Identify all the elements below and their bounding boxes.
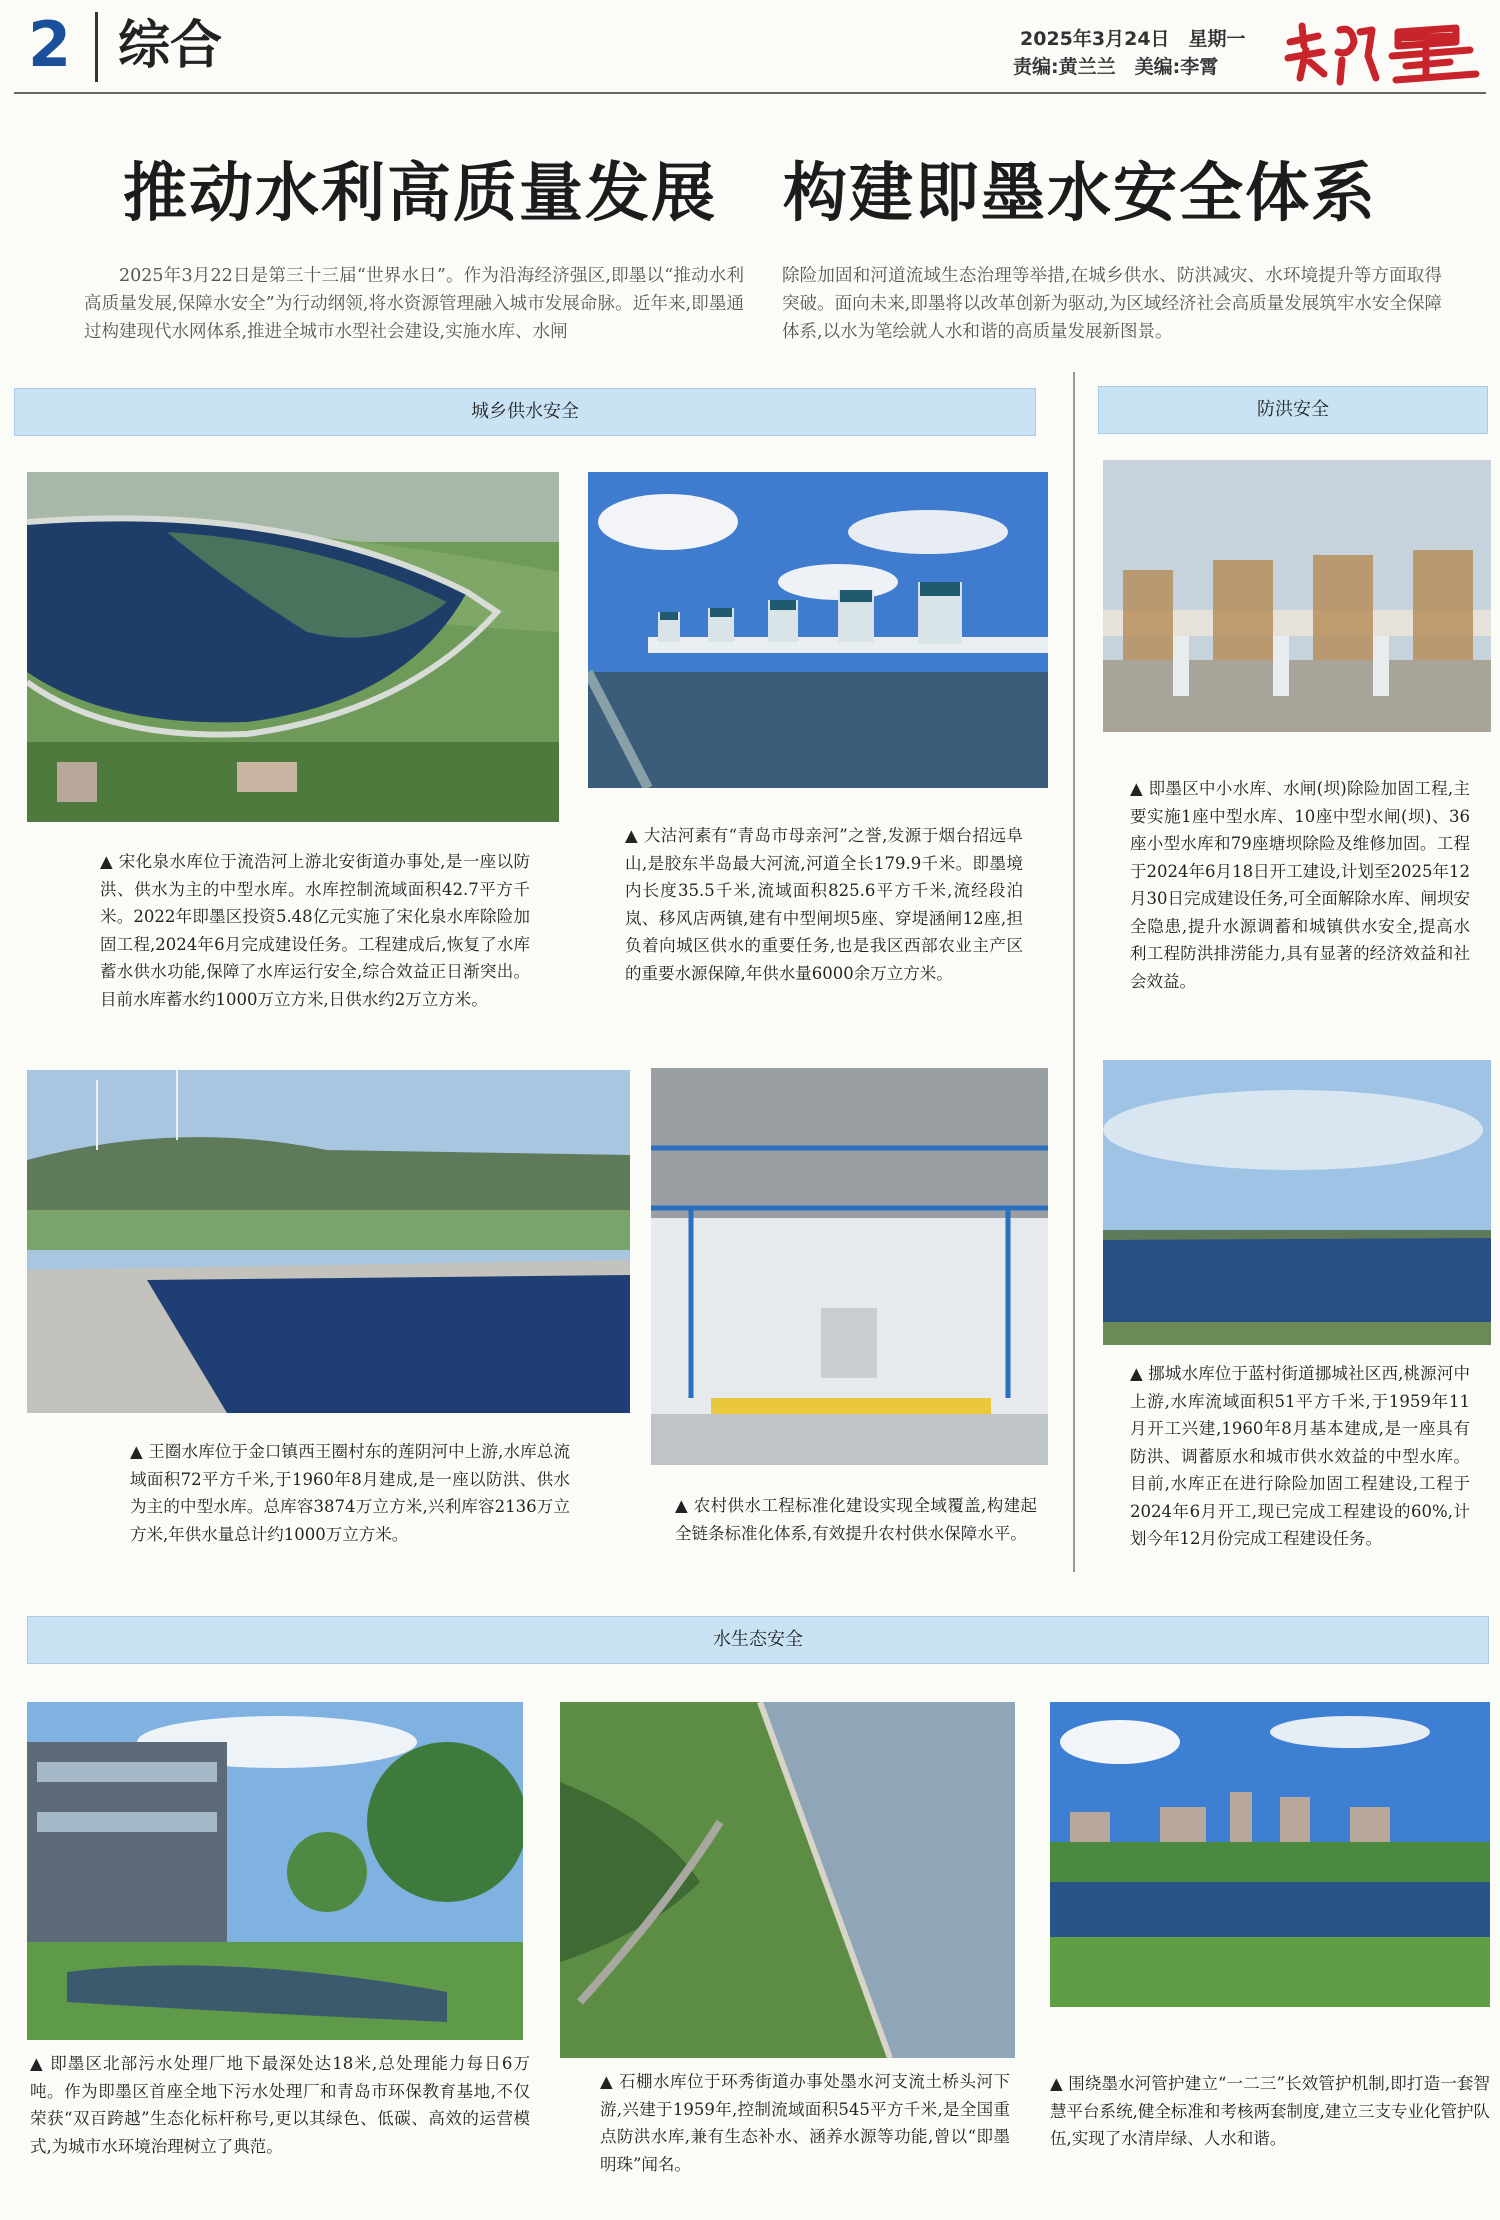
section-title: 综合: [118, 16, 223, 76]
column-rule: [1073, 372, 1075, 1572]
header-divider: [95, 12, 98, 82]
photo-sewage-plant: [27, 1702, 523, 2040]
caption-dagu-river: ▲ 大沽河素有“青岛市母亲河”之誉,发源于烟台招远阜山,是胶东半岛最大河流,河道全长179.9千米。即墨境内长度35.5千米,流域面积825.6平方千米,流经段泊岚、移风店两镇,建有中型闸坝5座、穿堤涵闸12座,担负着向城区供水的重要任务,也是我区西部农业主产区的重要水源保障,年供水量6000余万立方米。: [625, 826, 1023, 983]
caption-rural-supply: ▲ 农村供水工程标准化建设实现全域覆盖,构建起全链条标准化体系,有效提升农村供水保障水平。: [675, 1496, 1037, 1543]
photo-rural-water-station: [651, 1068, 1048, 1465]
lead-paragraph-right: 除险加固和河道流域生态治理等举措,在城乡供水、防洪减灾、水环境提升等方面取得突破。面向未来,即墨将以改革创新为驱动,为区域经济社会高质量发展筑牢水安全保障体系,以水为笔绘就人水和谐的高质量发展新图景。: [782, 266, 1442, 342]
page-number: 2: [28, 8, 72, 81]
editors-credit: 责编:黄兰兰 美编:李霄: [1013, 56, 1219, 78]
caption-shipeng: ▲ 石棚水库位于环秀街道办事处墨水河支流土桥头河下游,兴建于1959年,控制流域面积545平方千米,是全国重点防洪水库,兼有生态补水、涵养水源等功能,曾以“即墨明珠”闻名。: [600, 2072, 1010, 2174]
photo-sluice-construction: [1103, 460, 1491, 732]
photo-nuocheng-reservoir: [1103, 1060, 1491, 1345]
caption-songhuaquan: ▲ 宋化泉水库位于流浩河上游北安街道办事处,是一座以防洪、供水为主的中型水库。水库控制流域面积42.7平方千米。2022年即墨区投资5.48亿元实施了宋化泉水库除险加固工程,2024年6月完成建设任务。工程建成后,恢复了水库蓄水供水功能,保障了水库运行安全,综合效益正日渐突出。目前水库蓄水约1000万立方米,日供水约2万立方米。: [100, 852, 530, 1009]
newspaper-logo: [1280, 12, 1490, 88]
caption-nuocheng: ▲ 挪城水库位于蓝村街道挪城社区西,桃源河中上游,水库流域面积51平方千米,于1959年11月开工兴建,1960年8月基本建成,是一座具有防洪、调蓄原水和城市供水效益的中型水库。目前,水库正在进行除险加固工程建设,工程于2024年6月开工,现已完成工程建设的60%,计划今年12月份完成工程建设任务。: [1130, 1364, 1470, 1548]
caption-wangquan: ▲ 王圈水库位于金口镇西王圈村东的莲阴河中上游,水库总流域面积72平方千米,于1960年8月建成,是一座以防洪、供水为主的中型水库。总库容3874万立方米,兴利库容2136万立方米,年供水量总计约1000万立方米。: [130, 1442, 570, 1544]
main-headline: 推动水利高质量发展 构建即墨水安全体系: [123, 157, 1377, 231]
photo-wangquan-reservoir: [27, 1070, 630, 1413]
section-bar-flood: 防洪安全: [1098, 386, 1488, 434]
lead-paragraph-left: 2025年3月22日是第三十三届“世界水日”。作为沿海经济强区,即墨以“推动水利高质量发展,保障水安全”为行动纲领,将水资源管理融入城市发展命脉。近年来,即墨通过构建现代水网体系,推进全城市水型社会建设,实施水库、水闸: [84, 266, 744, 342]
photo-songhuaquan-reservoir: [27, 472, 559, 822]
section-bar-ecology: 水生态安全: [27, 1616, 1489, 1664]
caption-small-reservoirs: ▲ 即墨区中小水库、水闸(坝)除险加固工程,主要实施1座中型水库、10座中型水闸(坝)、36座小型水库和79座塘坝除险及维修加固。工程于2024年6月18日开工建设,计划至2025年12月30日完成建设任务,可全面解除水库、闸坝安全隐患,提升水源调蓄和城镇供水安全,提高水利工程防洪排涝能力,具有显著的经济效益和社会效益。: [1130, 779, 1470, 991]
photo-shipeng-reservoir: [560, 1702, 1015, 2058]
header-rule: [14, 92, 1486, 94]
photo-moshui-river: [1050, 1702, 1490, 2007]
caption-moshui: ▲ 围绕墨水河管护建立“一二三”长效管护机制,即打造一套智慧平台系统,健全标准和考核两套制度,建立三支专业化管护队伍,实现了水清岸绿、人水和谐。: [1050, 2074, 1490, 2148]
issue-date: 2025年3月24日 星期一: [1020, 28, 1246, 50]
photo-dagu-river-sluice: [588, 472, 1048, 788]
caption-sewage-plant: ▲ 即墨区北部污水处理厂地下最深处达18米,总处理能力每日6万吨。作为即墨区首座全地下污水处理厂和青岛市环保教育基地,不仅荣获“双百跨越”生态化标杆称号,更以其绿色、低碳、高效的运营模式,为城市水环境治理树立了典范。: [30, 2054, 530, 2156]
section-bar-supply: 城乡供水安全: [14, 388, 1036, 436]
